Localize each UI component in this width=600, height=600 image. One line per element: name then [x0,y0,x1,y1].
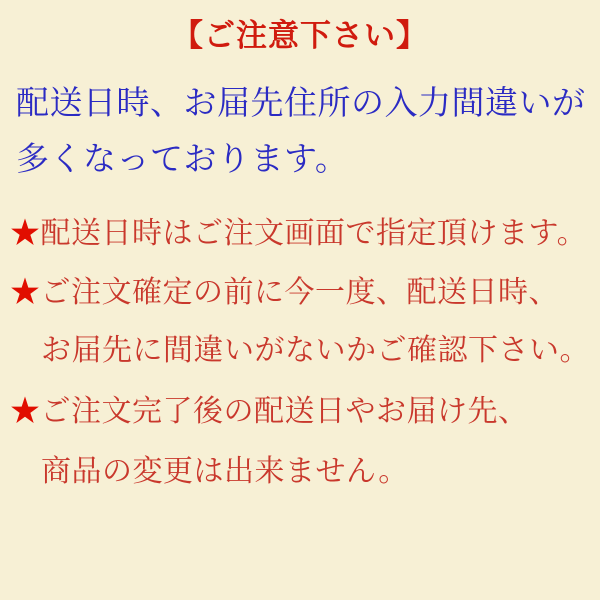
bullet-item-2-text-1: ご注文確定の前に今一度、配送日時、 [40,276,559,309]
intro-line-1: 配送日時、お届先住所の入力間違いが [16,84,586,121]
bullet-item-3-text-1: ご注文完了後の配送日やお届け先、 [40,395,529,428]
bullet-item-1 [10,219,587,249]
notice-title: 【ご注意下さい】 [172,18,428,53]
star-icon: ★ [10,276,41,309]
bullet-item-3-line-2: 商品の変更は出来ません。 [41,455,409,488]
bullet-item-2-line-2: お届先に間違いがないかご確認下さい。 [41,334,590,367]
star-icon: ★ [10,217,41,250]
bullet-item-2-line-1 [10,278,559,308]
star-icon: ★ [10,395,41,428]
intro-line-2: 多くなっております。 [16,140,349,177]
bullet-item-3-line-1 [10,397,529,427]
bullet-item-1-text: 配送日時はご注文画面で指定頂けます。 [40,217,588,250]
